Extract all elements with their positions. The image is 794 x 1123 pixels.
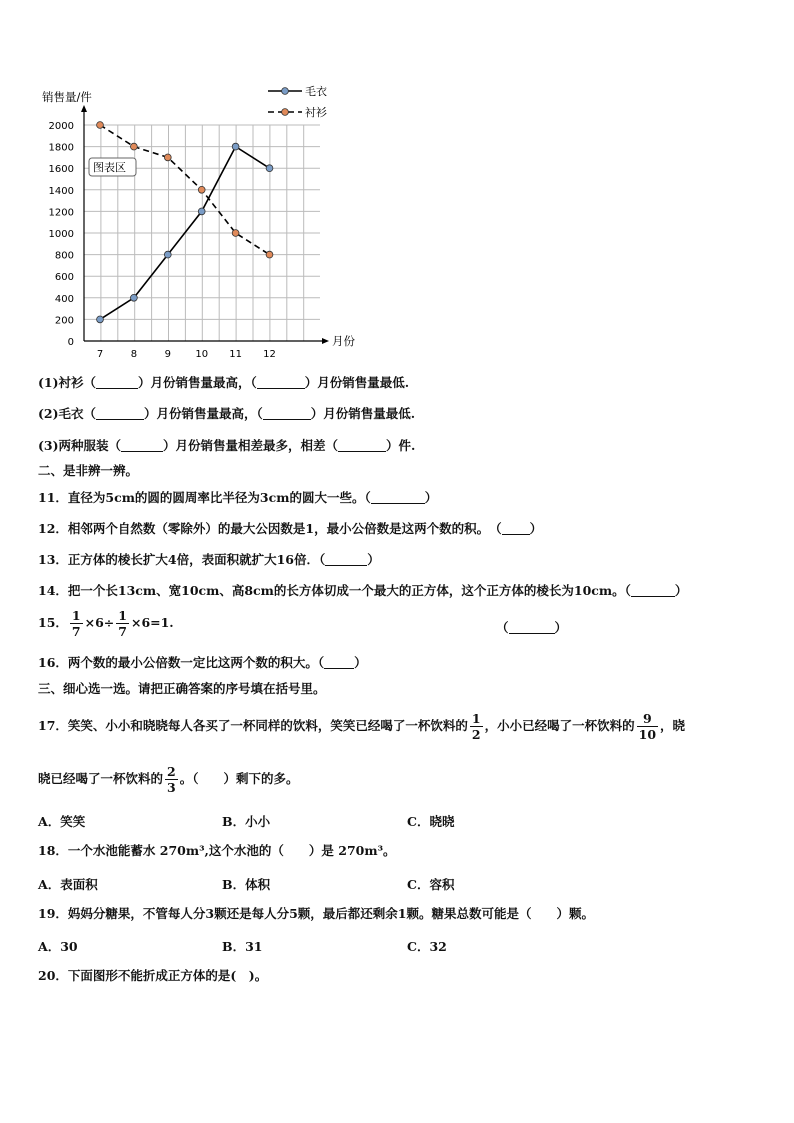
data-point [266, 251, 273, 258]
answer-blank[interactable] [371, 491, 425, 504]
answer-blank[interactable] [96, 376, 138, 389]
question-1: (1)衬衫（ ）月份销售量最高，（ ）月份销售量最低. [38, 375, 410, 390]
question-3: (3)两种服装（ ）月份销售量相差最多，相差（ ）件. [38, 438, 416, 453]
fraction: $\frac{1}{2}$ [471, 711, 481, 742]
y-tick-label: 0 [67, 337, 74, 348]
answer-blank[interactable] [324, 656, 354, 669]
question-2: (2)毛衣（ ）月份销售量最高，（ ）月份销售量最低. [38, 406, 416, 421]
question-11: 11．直径为5cm的圆的圆周率比半径为3cm的圆大一些。（ ） [38, 490, 438, 505]
data-point [164, 251, 171, 258]
y-tick-label: 1400 [48, 185, 74, 197]
answer-blank[interactable] [631, 584, 675, 597]
data-point [266, 165, 273, 172]
option-a[interactable]: A．30 [38, 939, 78, 954]
legend-marker [282, 88, 289, 95]
y-tick-label: 600 [54, 272, 74, 284]
x-axis-label: 月份 [332, 334, 355, 348]
answer-blank[interactable] [325, 553, 367, 566]
fraction: $\frac{1}{7}$ [71, 608, 81, 639]
answer-blank[interactable] [338, 439, 386, 452]
question-16: 16．两个数的最小公倍数一定比这两个数的积大。（ ） [38, 655, 367, 670]
question-20: 20．下面图形不能折成正方体的是( )。 [38, 968, 268, 983]
y-axis-label: 销售量/件 [42, 90, 92, 104]
section-3-heading: 三、细心选一选。请把正确答案的序号填在括号里。 [38, 681, 326, 696]
answer-blank[interactable] [502, 522, 530, 535]
question-13: 13．正方体的棱长扩大4倍，表面积就扩大16倍．（ ） [38, 552, 380, 567]
answer-blank[interactable] [121, 439, 163, 452]
question-14: 14．把一个长13cm、宽10cm、高8cm的长方体切成一个最大的正方体，这个正方体的棱长为10cm。（ ） [38, 583, 688, 598]
answer-blank[interactable] [509, 621, 555, 634]
x-tick-label: 10 [195, 349, 209, 360]
option-b[interactable]: B．体积 [222, 877, 271, 892]
section-2-heading: 二、是非辨一辨。 [38, 463, 139, 478]
answer-blank[interactable] [257, 376, 305, 389]
y-tick-label: 400 [54, 293, 74, 305]
legend-label: 衬衫 [305, 106, 327, 119]
legend-label: 毛衣 [305, 85, 327, 98]
y-axis-arrow [81, 105, 87, 112]
question-12: 12．相邻两个自然数（零除外）的最大公因数是1，最小公倍数是这两个数的积。 （ ） [38, 521, 543, 536]
question-17: 17．笑笑、小小和晓晓每人各买了一杯同样的饮料，笑笑已经喝了一杯饮料的 $\frac{1}{2}$ ，小小已经喝了一杯饮料的 $\frac{9}{10}$ ，晓 [38, 711, 686, 742]
answer-blank[interactable] [263, 407, 311, 420]
fraction: $\frac{2}{3}$ [167, 764, 176, 795]
option-c[interactable]: C．32 [407, 939, 447, 954]
y-tick-label: 2000 [48, 121, 74, 132]
x-axis-arrow [322, 338, 329, 344]
option-c[interactable]: C．晓晓 [407, 814, 455, 829]
data-point [131, 143, 138, 150]
fraction: $\frac{9}{10}$ [638, 711, 657, 742]
x-tick-label: 7 [96, 349, 104, 360]
answer-blank[interactable] [96, 407, 144, 420]
data-point [198, 208, 205, 215]
chart-area-tag-label: 图表区 [93, 161, 126, 174]
x-tick-label: 11 [229, 349, 242, 360]
data-point [232, 143, 239, 150]
option-b[interactable]: B．小小 [222, 814, 271, 829]
question-19: 19．妈妈分糖果，不管每人分3颗还是每人分5颗，最后都还剩余1颗。糖果总数可能是（ ）颗。 [38, 906, 594, 921]
data-point [232, 230, 239, 237]
question-15-answer: （ ） [496, 620, 568, 635]
data-point [164, 154, 171, 161]
x-tick-label: 12 [263, 349, 276, 360]
y-tick-label: 1800 [48, 142, 74, 154]
y-tick-label: 800 [54, 250, 74, 262]
option-b[interactable]: B．31 [222, 939, 263, 954]
x-tick-label: 9 [164, 349, 171, 360]
option-a[interactable]: A．笑笑 [38, 814, 86, 829]
option-c[interactable]: C．容积 [407, 877, 455, 892]
question-17-cont: 晓已经喝了一杯饮料的 $\frac{2}{3}$ 。（ ）剩下的多。 [38, 764, 299, 795]
question-15: 15． $\frac{1}{7}$ ×6÷ $\frac{1}{7}$ ×6=1. [38, 608, 174, 639]
legend-marker [282, 109, 289, 116]
data-point [97, 316, 104, 323]
y-tick-label: 1600 [48, 164, 74, 176]
x-tick-label: 8 [130, 349, 138, 360]
sales-line-chart [0, 0, 794, 370]
fraction: $\frac{1}{7}$ [118, 608, 127, 639]
data-point [198, 186, 205, 193]
data-point [97, 122, 104, 129]
option-a[interactable]: A．表面积 [38, 877, 98, 892]
data-point [131, 294, 138, 301]
question-18: 18．一个水池能蓄水 270m³,这个水池的（ ）是 270m³。 [38, 843, 396, 858]
y-tick-label: 200 [54, 315, 74, 327]
y-tick-label: 1000 [48, 229, 74, 240]
y-tick-label: 1200 [48, 207, 74, 219]
